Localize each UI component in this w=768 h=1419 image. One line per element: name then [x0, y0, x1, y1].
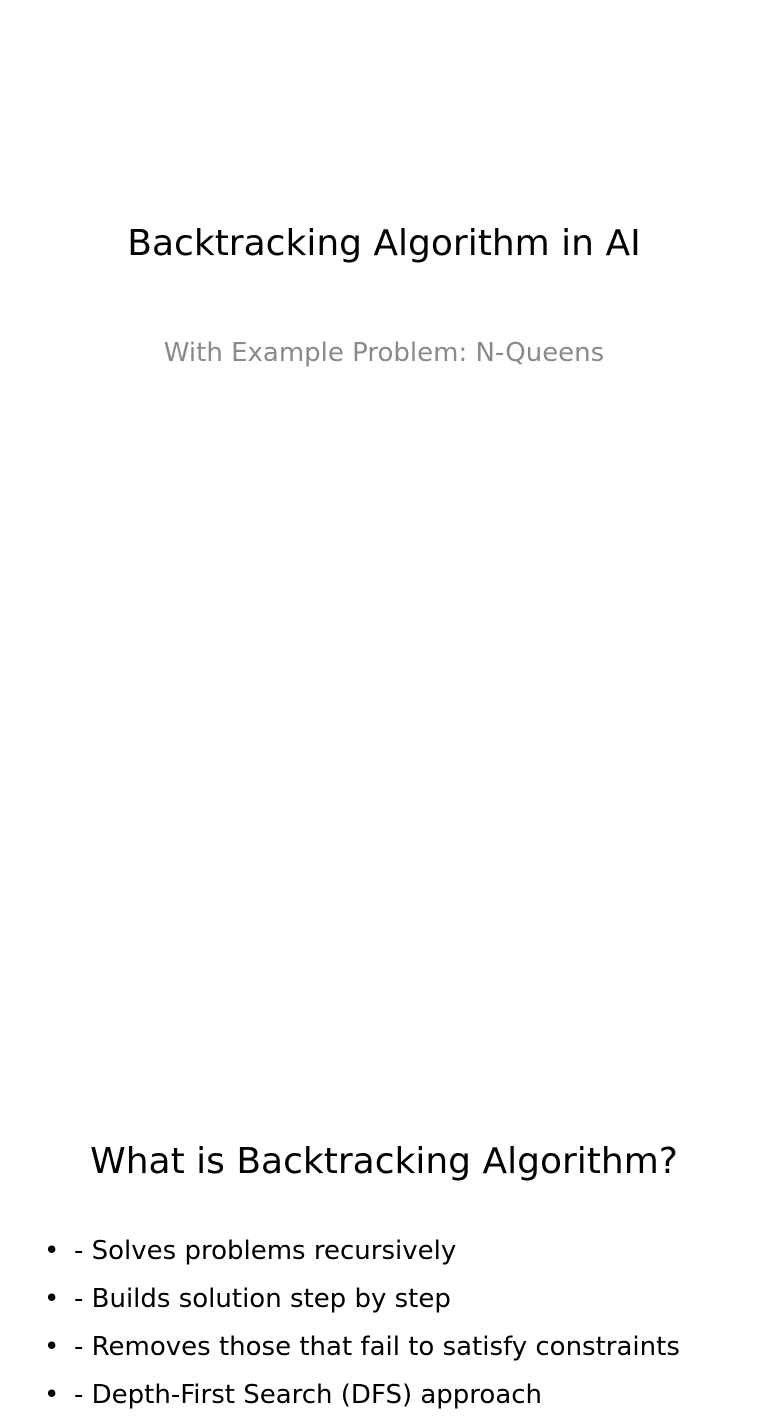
bullet-text: - Depth-First Search (DFS) approach: [74, 1380, 543, 1410]
bullet-dot-icon: •: [44, 1236, 60, 1266]
bullet-list: [44, 1227, 744, 1419]
bullet-text: - Builds solution step by step: [74, 1284, 451, 1314]
bullet-item: [44, 1371, 744, 1419]
bullet-dot-icon: •: [44, 1284, 60, 1314]
content-slide: [0, 512, 768, 1410]
slide-heading: What is Backtracking Algorithm?: [90, 1141, 678, 1182]
slide-title: Backtracking Algorithm in AI: [127, 223, 641, 264]
bullet-text: - Solves problems recursively: [74, 1236, 457, 1266]
slide-subtitle: With Example Problem: N-Queens: [163, 338, 605, 368]
bullet-dot-icon: •: [44, 1380, 60, 1410]
bullet-dot-icon: •: [44, 1332, 60, 1362]
bullet-item: [44, 1275, 744, 1323]
title-slide: [0, 0, 768, 512]
bullet-item: [44, 1227, 744, 1275]
bullet-text: - Removes those that fail to satisfy constraints: [74, 1332, 680, 1362]
bullet-item: [44, 1323, 744, 1371]
